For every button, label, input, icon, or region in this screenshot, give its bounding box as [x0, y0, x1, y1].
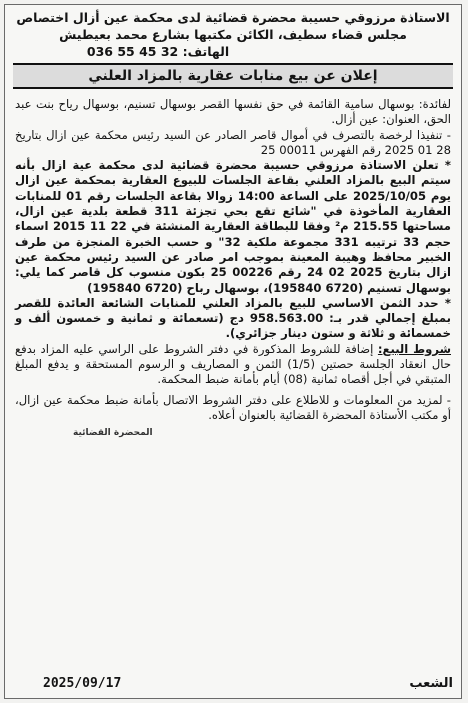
authorization-paragraph: - تنفيذا لرخصة بالتصرف في أموال قاصر الصادر عن السيد رئيس محكمة عين ازال بتاريخ 28 01 2025 رقم الفهرس 00011 25 — [15, 127, 451, 157]
beneficiary-paragraph: لفائدة: بوسهال سامية القائمة في حق نفسها القصر بوسهال تسنيم، بوسهال رياح بنت عبد الحق، العنوان: عين أزال. — [15, 97, 451, 127]
sale-conditions-paragraph — [15, 342, 451, 388]
publication-date: 2025/09/17 — [43, 676, 122, 691]
base-price-words: دج (تسعمائة و ثمانية و خمسون ألف و خمسمائة و ثلاثة و ستون دينار جزائري). — [15, 311, 451, 341]
bailiff-phone: الهاتف: 32 45 55 036 — [86, 44, 230, 59]
bailiff-address-line: مجلس قضاء سطيف، الكائن مكتبها بشارع محمد بعيطيش — [59, 27, 407, 42]
auction-announcement-paragraph: * تعلن الاستاذة مرزوقي حسيبة محضرة قضائية لدى محكمة عية ازال بأنه سيتم البيع بالمزاد العلني بقاعة الجلسات للبيوع العقارية بمحكمة عين ازال يوم 2025/10/05 على الساعة 14:00 زوالا بقاعة الجلسات رقم 01 للمنابات العقارية المأخوذة في "شائع تقع بحي تجزئة 311 قطعة بلدية عين ازال، مساحتها 215.55 م² وفقا للبطاقة العقارية المنشئة في 22 11 2015 اسماء حجم 33 ترتيبه 331 مجموعة ملكية 32" و حسب الخبرة المنجزة من طرف الخبير محافظ وهيبة المعينة بموجب امر صادر عن السيد رئيس محكمة عين ازال بتاريخ 2025 02 24 رقم 00226 25 بكون منسوب كل قاصر كما يلي: بوسهال تسنيم (6720 195840)، بوسهال رباح (6720 195840) — [15, 158, 452, 295]
bailiff-name-line: الاستاذة مرزوقي حسيبة محضرة قضائية لدى محكمة عين أزال اختصاص — [16, 10, 450, 25]
sale-conditions-text: إضافة للشروط المذكورة في دفتر الشروط على الراسي عليه المزاد بدفع حال انعقاد الجلسة حصتين (1/5) الثمن و المصاريف و الرسوم المستحقة و يدفع المبلغ المتبقي في أجل أقصاه ثمانية (08) أيام بأمانة ضبط المحكمة. — [15, 341, 451, 387]
publication-footer — [13, 676, 453, 694]
publication-name: الشعب — [409, 676, 453, 691]
notice-title: إعلان عن بيع منابات عقارية بالمزاد العلني — [13, 63, 453, 89]
legal-notice — [4, 4, 462, 699]
base-price-amount: 958.563.00 — [249, 311, 324, 326]
signature-label: المحضرة القضائية — [73, 428, 153, 439]
sale-conditions-label: شروط البيع: — [377, 341, 451, 356]
more-info-paragraph: - لمزيد من المعلومات و للاطلاع على دفتر الشروط الاتصال بأمانة ضبط محكمة عين ازال، أو مكتب الأستاذة المحضرة القضائية بالعنوان أعلاه. — [15, 392, 451, 422]
notice-header — [5, 5, 461, 60]
notice-body — [5, 89, 461, 442]
base-price-intro: * حدد الثمن الاساسي للبيع بالمزاد العلني للمنابات الشائعة العائدة للقصر بمبلغ إجمالي قدر بـ: — [15, 295, 451, 326]
base-price-paragraph — [15, 296, 451, 342]
